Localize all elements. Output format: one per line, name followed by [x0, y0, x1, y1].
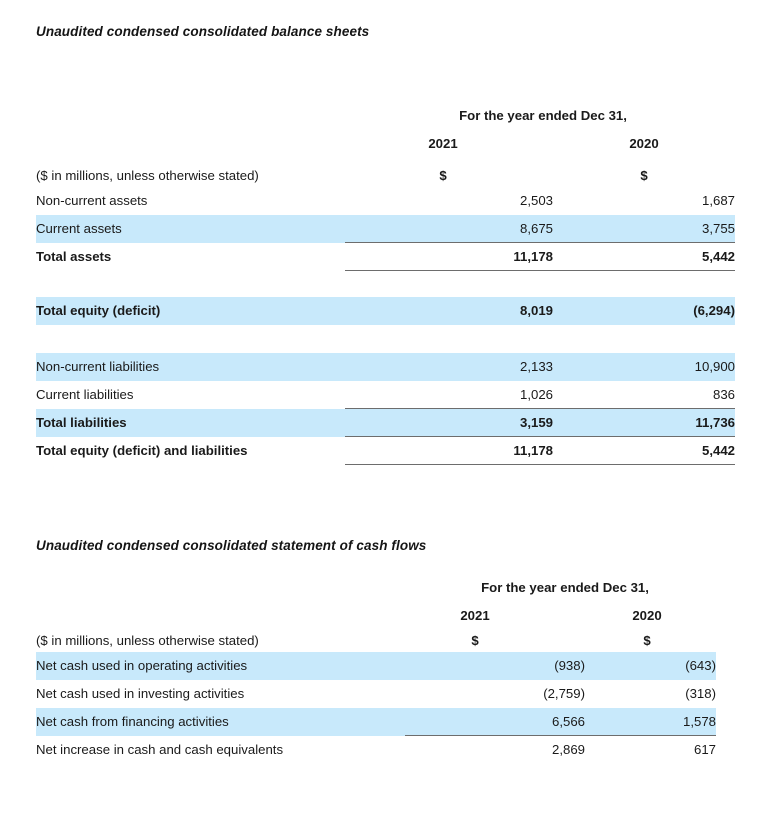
- row-value-2020: 3,755: [701, 221, 735, 236]
- cash-flow-dollar-2020: $: [643, 633, 651, 648]
- row-value-2021: 2,503: [519, 193, 553, 208]
- row-value-2021: 11,178: [513, 249, 553, 264]
- balance-sheet-dollar-2021: $: [439, 168, 447, 183]
- row-value-2021: 2,133: [519, 359, 553, 374]
- table-row: [0, 437, 768, 465]
- row-value-2021: 1,026: [519, 387, 553, 402]
- row-value-2021: 8,675: [519, 221, 553, 236]
- row-label: Total equity (deficit): [36, 303, 161, 318]
- cash-flow-period-header: For the year ended Dec 31,: [481, 580, 649, 595]
- table-row: [0, 297, 768, 325]
- row-value-2020: (318): [685, 686, 716, 701]
- cash-flow-units-row: [0, 627, 768, 655]
- table-row: [0, 187, 768, 215]
- cash-flow-title: Unaudited condensed consolidated statement of cash flows: [36, 538, 427, 553]
- cash-flow-col-2021: 2021: [460, 608, 490, 623]
- balance-sheet-title: Unaudited condensed consolidated balance sheets: [36, 24, 370, 39]
- row-value-2020: 1,687: [701, 193, 735, 208]
- row-value-2021: 6,566: [551, 714, 585, 729]
- row-label: Current liabilities: [36, 387, 134, 402]
- cash-flow-year-header-row: [0, 602, 768, 630]
- row-label: Net cash from financing activities: [36, 714, 229, 729]
- row-label: Net increase in cash and cash equivalents: [36, 742, 284, 757]
- row-value-2021: 8,019: [519, 303, 553, 318]
- table-row: [0, 680, 768, 708]
- balance-sheet-col-2020: 2020: [629, 136, 659, 151]
- table-row: [0, 215, 768, 243]
- row-value-2020: (643): [685, 658, 716, 673]
- balance-sheet-dollar-2020: $: [640, 168, 648, 183]
- row-value-2020: (6,294): [693, 303, 735, 318]
- balance-sheet-period-header: For the year ended Dec 31,: [459, 108, 627, 123]
- cash-flow-col-2020: 2020: [632, 608, 662, 623]
- row-value-2020: 5,442: [701, 249, 735, 264]
- cash-flow-dollar-2021: $: [471, 633, 479, 648]
- table-row: [0, 353, 768, 381]
- row-label: Net cash used in investing activities: [36, 686, 245, 701]
- balance-sheet-year-header-row: [0, 130, 768, 158]
- balance-sheet-units-row: [0, 162, 768, 190]
- row-value-2021: (2,759): [543, 686, 585, 701]
- row-label: Total equity (deficit) and liabilities: [36, 443, 248, 458]
- balance-sheet-col-2021: 2021: [428, 136, 458, 151]
- row-label: Non-current liabilities: [36, 359, 160, 374]
- row-value-2021: 2,869: [551, 742, 585, 757]
- row-value-2021: 3,159: [519, 415, 553, 430]
- table-row: [0, 736, 768, 764]
- table-row: [0, 243, 768, 271]
- row-value-2020: 11,736: [695, 415, 735, 430]
- row-label: Current assets: [36, 221, 122, 236]
- row-value-2020: 836: [712, 387, 735, 402]
- table-row: [0, 381, 768, 409]
- row-value-2021: 11,178: [513, 443, 553, 458]
- cash-flow-units-note: ($ in millions, unless otherwise stated): [36, 633, 259, 648]
- row-value-2021: (938): [554, 658, 585, 673]
- row-label: Total liabilities: [36, 415, 127, 430]
- row-label: Non-current assets: [36, 193, 148, 208]
- table-row: [0, 409, 768, 437]
- row-label: Total assets: [36, 249, 112, 264]
- table-row: [0, 652, 768, 680]
- row-value-2020: 10,900: [694, 359, 735, 374]
- row-label: Net cash used in operating activities: [36, 658, 248, 673]
- balance-sheet-units-note: ($ in millions, unless otherwise stated): [36, 168, 259, 183]
- row-value-2020: 617: [693, 742, 716, 757]
- table-row: [0, 708, 768, 736]
- row-value-2020: 1,578: [682, 714, 716, 729]
- row-value-2020: 5,442: [701, 443, 735, 458]
